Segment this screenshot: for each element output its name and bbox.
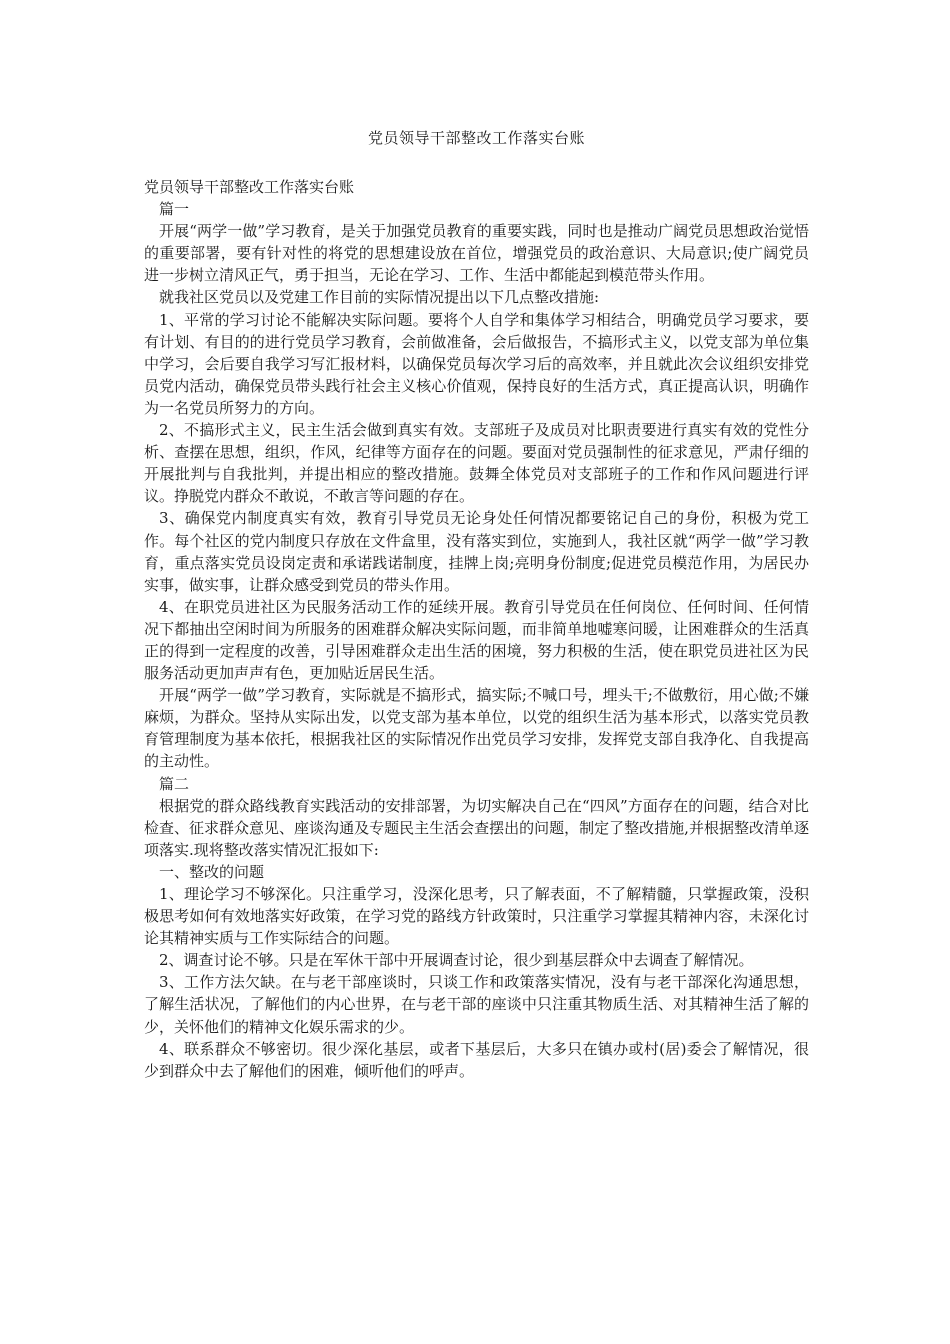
paragraph: 2、调查讨论不够。只是在军休干部中开展调查讨论，很少到基层群众中去调查了解情况。: [159, 951, 754, 970]
page-title: 党员领导干部整改工作落实台账: [367, 129, 585, 147]
paragraph: 开展“两学一做”学习教育，是关于加强党员教育的重要实践，同时也是推动广阔党员思想政治觉悟的重要部署，要有针对性的将党的思想建设放在首位，增强党员的政治意识、大局意识;使广阔党员进一步树立清风正气，勇于担当，无论在学习、工作、生活中都能起到模范带头作用。: [144, 222, 809, 285]
document-page: [144, 0, 809, 1344]
document-subtitle: 党员领导干部整改工作落实台账: [144, 178, 355, 196]
paragraph: 3、工作方法欠缺。在与老干部座谈时，只谈工作和政策落实情况，没有与老干部深化沟通思想，了解生活状况，了解他们的内心世界，在与老干部的座谈中只注重其物质生活、对其精神生活了解的少，关怀他们的精神文化娱乐需求的少。: [144, 973, 809, 1036]
paragraph: 4、在职党员进社区为民服务活动工作的延续开展。教育引导党员在任何岗位、任何时间、任何情况下都抽出空闲时间为所服务的困难群众解决实际问题，而非简单地嘘寒问暖，让困难群众的生活真正的得到一定程度的改善，引导困难群众走出生活的困境，努力积极的生活，使在职党员进社区为民服务活动更加声声有色，更加贴近居民生活。: [144, 597, 809, 683]
paragraph: 4、联系群众不够密切。很少深化基层，或者下基层后，大多只在镇办或村(居)委会了解情况，很少到群众中去了解他们的困难，倾听他们的呼声。: [144, 1039, 809, 1080]
document-body: [144, 176, 809, 1082]
paragraph: 就我社区党员以及党建工作目前的实际情况提出以下几点整改措施:: [159, 288, 600, 307]
section-heading-part-2: 篇二: [159, 774, 190, 793]
section-heading-part-1: 篇一: [159, 200, 190, 219]
paragraph: 1、理论学习不够深化。只注重学习，没深化思考，只了解表面，不了解精髓，只掌握政策，没积极思考如何有效地落实好政策，在学习党的路线方针政策时，只注重学习掌握其精神内容，未深化讨论其精神实质与工作实际结合的问题。: [144, 885, 809, 948]
paragraph: 2、不搞形式主义，民主生活会做到真实有效。支部班子及成员对比职责要进行真实有效的党性分析、查摆在思想，组织，作风，纪律等方面存在的问题。要面对党员强制性的征求意见，严肃仔细的开展批判与自我批判，并提出相应的整改措施。鼓舞全体党员对支部班子的工作和作风问题进行评议。挣脱党内群众不敢说，不敢言等问题的存在。: [144, 421, 809, 506]
paragraph: 3、确保党内制度真实有效，教育引导党员无论身处任何情况都要铭记自己的身份，积极为党工作。每个社区的党内制度只存放在文件盒里，没有落实到位，实施到人，我社区就“两学一做”学习教育，重点落实党员设岗定责和承诺践诺制度，挂牌上岗;亮明身份制度;促进党员模范作用，为居民办实事，做实事，让群众感受到党员的带头作用。: [144, 509, 809, 594]
paragraph: 根据党的群众路线教育实践活动的安排部署，为切实解决自己在“四风”方面存在的问题，结合对比检查、征求群众意见、座谈沟通及专题民主生活会查摆出的问题，制定了整改措施,并根据整改清单逐项落实.现将整改落实情况汇报如下:: [144, 796, 809, 859]
subsection-heading: 一、整改的问题: [159, 862, 265, 881]
paragraph: 1、平常的学习讨论不能解决实际问题。要将个人自学和集体学习相结合，明确党员学习要求，要有计划、有目的的进行党员学习教育，会前做准备，会后做报告，不搞形式主义，以党支部为单位集中学习，会后要自我学习写汇报材料，以确保党员每次学习后的高效率，并且就此次会议组织安排党员党内活动，确保党员带头践行社会主义核心价值观，保持良好的生活方式，真正提高认识，明确作为一名党员所努力的方向。: [144, 310, 809, 417]
paragraph: 开展“两学一做”学习教育，实际就是不搞形式，搞实际;不喊口号，埋头干;不做敷衍，用心做;不嫌麻烦，为群众。坚持从实际出发，以党支部为基本单位，以党的组织生活为基本形式，以落实党员教育管理制度为基本依托，根据我社区的实际情况作出党员学习安排，发挥党支部自我净化、自我提高的主动性。: [144, 686, 809, 771]
